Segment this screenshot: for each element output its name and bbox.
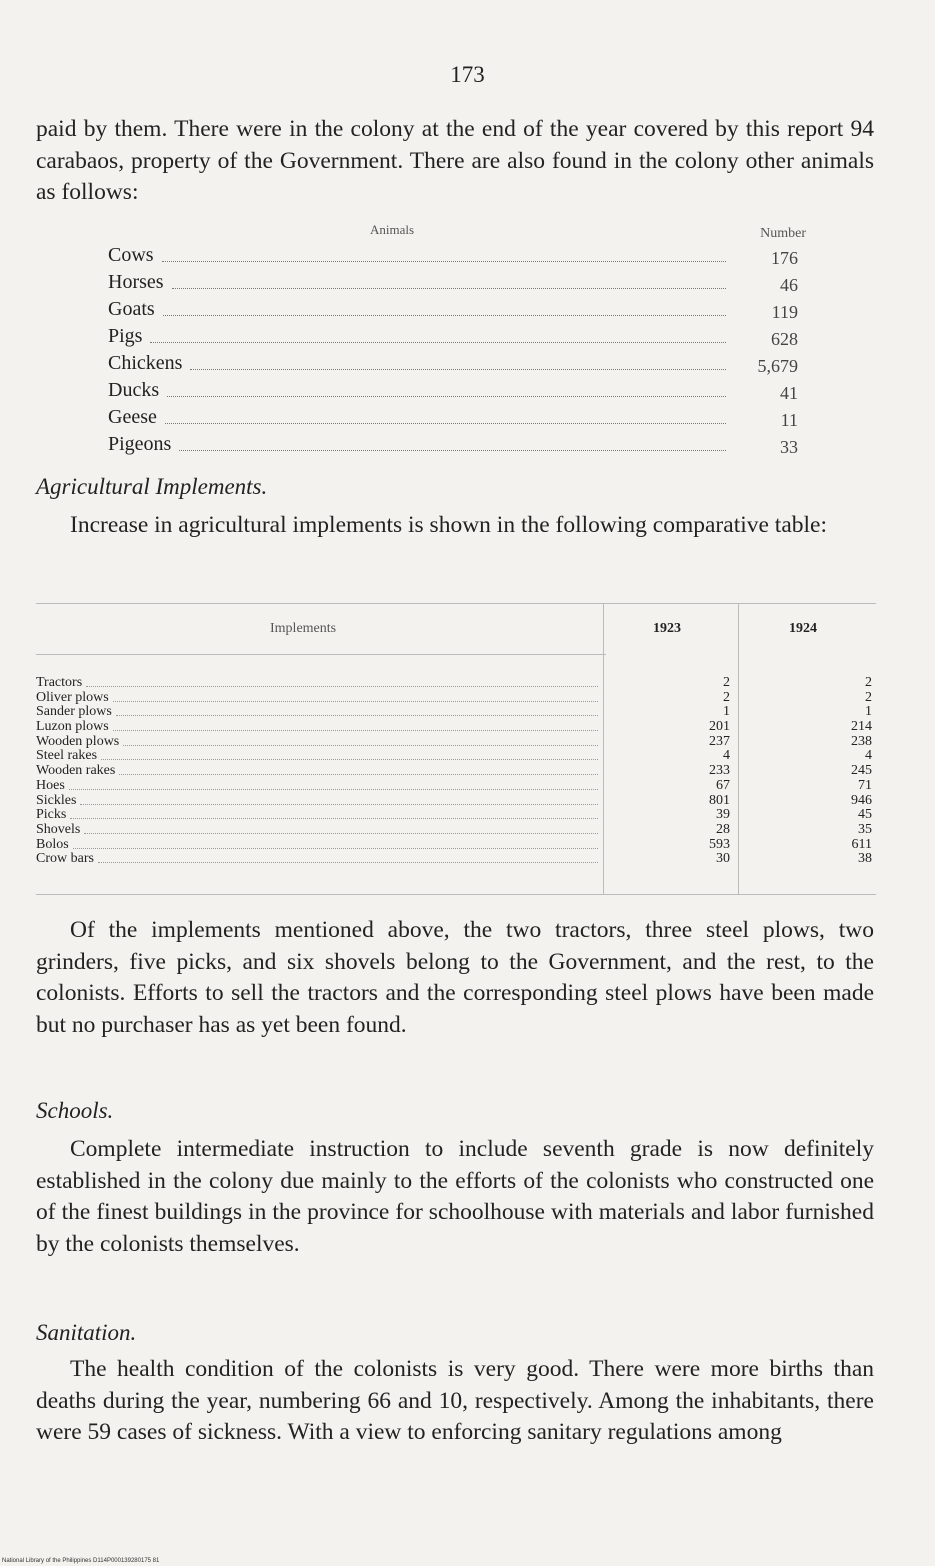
leader-dots <box>123 745 598 746</box>
implement-1923-value: 67 <box>716 777 730 793</box>
leader-dots <box>113 701 598 702</box>
leader-dots <box>113 730 598 731</box>
leader-dots <box>119 774 598 775</box>
leader-dots <box>73 848 598 849</box>
implement-1924-value: 35 <box>858 821 872 837</box>
implement-1923-value: 2 <box>723 689 730 705</box>
implement-row <box>36 779 876 794</box>
implement-row <box>36 764 876 779</box>
leader-dots <box>84 833 598 834</box>
implement-1923-value: 39 <box>716 807 730 823</box>
page-number: 173 <box>450 62 485 87</box>
implements-paragraph: Of the implements mentioned above, the two tractors, three steel plows, two grinders, five picks, and six shovels belong to the Government, and the rest, to the colonists. Efforts to sell the tractors and the corresponding steel plows have been made but no purchaser has as yet been found. <box>36 917 874 1038</box>
implement-row <box>36 676 876 691</box>
implement-1924-value: 45 <box>858 807 872 823</box>
leader-dots <box>69 789 598 790</box>
implement-row <box>36 794 876 809</box>
agricultural-paragraph: Increase in agricultural implements is shown in the following comparative table: <box>70 512 828 538</box>
animal-row <box>108 298 808 325</box>
implement-row <box>36 720 876 735</box>
implement-1923-value: 1 <box>723 704 730 720</box>
leader-dots <box>190 369 726 370</box>
implement-name: Picks <box>36 807 67 823</box>
implement-name: Sickles <box>36 792 77 808</box>
implement-name: Wooden rakes <box>36 763 116 779</box>
implement-name: Tractors <box>36 675 83 690</box>
implement-name: Sander plows <box>36 704 112 720</box>
implement-row <box>36 705 876 720</box>
leader-dots <box>150 342 726 343</box>
leader-dots <box>163 315 726 316</box>
implement-name: Bolos <box>36 836 69 852</box>
implement-name: Hoes <box>36 777 65 793</box>
animal-row <box>108 271 808 298</box>
implement-1923-value: 4 <box>723 748 730 764</box>
implement-1924-value: 611 <box>851 836 872 852</box>
animal-name: Cows <box>108 244 154 266</box>
year-1924-column-header: 1924 <box>789 621 817 636</box>
animal-number: 5,679 <box>757 356 798 376</box>
animal-name: Chickens <box>108 352 183 374</box>
implement-1923-value: 237 <box>709 733 730 749</box>
implement-row <box>36 735 876 750</box>
animal-name: Goats <box>108 298 155 320</box>
implement-1923-value: 30 <box>716 851 730 867</box>
implement-name: Wooden plows <box>36 733 120 749</box>
implement-row <box>36 691 876 706</box>
animal-row <box>108 325 808 352</box>
implement-1924-value: 2 <box>865 689 872 705</box>
heading-sanitation: Sanitation. <box>36 1320 137 1345</box>
year-1923-column-header: 1923 <box>653 621 681 636</box>
animal-row <box>108 379 808 406</box>
implement-row <box>36 823 876 838</box>
animal-number: 11 <box>780 410 798 430</box>
implement-1924-value: 38 <box>858 851 872 867</box>
table-top-rule <box>36 603 876 604</box>
table-header-rule <box>36 654 606 655</box>
leader-dots <box>162 261 726 262</box>
footer-credit: National Library of the Philippines D114P000139280175 81 <box>2 1558 160 1564</box>
implements-table <box>36 603 876 895</box>
animals-table-body <box>108 244 808 460</box>
heading-agricultural-implements: Agricultural Implements. <box>36 474 268 499</box>
implement-1923-value: 801 <box>709 792 730 808</box>
animal-number: 176 <box>771 248 798 268</box>
implement-name: Shovels <box>36 821 81 837</box>
sanitation-paragraph: The health condition of the colonists is very good. There were more births than deaths during the year, numbering 66 and 10, respectively. Among the inhabitants, there were 59 cases of sickness. With a view to enforcing sanitary regulations among <box>36 1356 874 1445</box>
implement-1924-value: 946 <box>851 792 872 808</box>
implements-table-body <box>36 676 876 867</box>
implement-1924-value: 245 <box>851 763 872 779</box>
leader-dots <box>167 396 726 397</box>
leader-dots <box>172 288 726 289</box>
animal-number: 628 <box>771 329 798 349</box>
leader-dots <box>116 715 598 716</box>
implement-row <box>36 749 876 764</box>
implement-name: Luzon plows <box>36 719 109 735</box>
animals-table <box>108 222 808 460</box>
animal-number: 46 <box>780 275 798 295</box>
animal-row <box>108 244 808 271</box>
implement-1924-value: 2 <box>865 675 872 690</box>
schools-paragraph: Complete intermediate instruction to include seventh grade is now definitely established in the colony due mainly to the efforts of the colonists who constructed one of the finest buildings in the province for schoolhouse with materials and labor furnished by the colonists themselves. <box>36 1136 874 1257</box>
implement-1924-value: 71 <box>858 777 872 793</box>
implement-name: Crow bars <box>36 851 94 867</box>
intro-paragraph: paid by them. There were in the colony at the end of the year covered by this report 94 carabaos, property of the Government. There are also found in the colony other animals as follows: <box>36 116 874 205</box>
animal-name: Geese <box>108 406 157 428</box>
implement-1923-value: 28 <box>716 821 730 837</box>
animal-number: 119 <box>771 302 798 322</box>
implement-row <box>36 808 876 823</box>
leader-dots <box>86 686 598 687</box>
implement-name: Steel rakes <box>36 748 98 764</box>
implements-column-header: Implements <box>270 621 337 636</box>
implement-1923-value: 2 <box>723 675 730 690</box>
implement-row <box>36 852 876 867</box>
animal-name: Horses <box>108 271 164 293</box>
animals-column-header: Animals <box>370 222 415 237</box>
leader-dots <box>101 759 598 760</box>
leader-dots <box>165 423 726 424</box>
implement-1924-value: 1 <box>865 704 872 720</box>
animal-name: Pigs <box>108 325 143 347</box>
animal-number: 41 <box>780 383 798 403</box>
table-bottom-rule <box>36 894 876 895</box>
animal-row <box>108 352 808 379</box>
animal-name: Pigeons <box>108 433 172 455</box>
implement-1923-value: 593 <box>709 836 730 852</box>
implement-name: Oliver plows <box>36 689 109 705</box>
heading-schools: Schools. <box>36 1098 114 1123</box>
animal-name: Ducks <box>108 379 160 401</box>
leader-dots <box>179 450 726 451</box>
leader-dots <box>70 818 598 819</box>
implement-1924-value: 214 <box>851 719 872 735</box>
implement-1923-value: 233 <box>709 763 730 779</box>
implement-1923-value: 201 <box>709 719 730 735</box>
implement-row <box>36 838 876 853</box>
animals-table-header <box>108 222 808 244</box>
leader-dots <box>98 862 598 863</box>
implement-1924-value: 238 <box>851 733 872 749</box>
animal-row <box>108 406 808 433</box>
implement-1924-value: 4 <box>865 748 872 764</box>
number-column-header: Number <box>760 226 806 241</box>
animal-row <box>108 433 808 460</box>
leader-dots <box>80 804 598 805</box>
animal-number: 33 <box>780 437 798 457</box>
